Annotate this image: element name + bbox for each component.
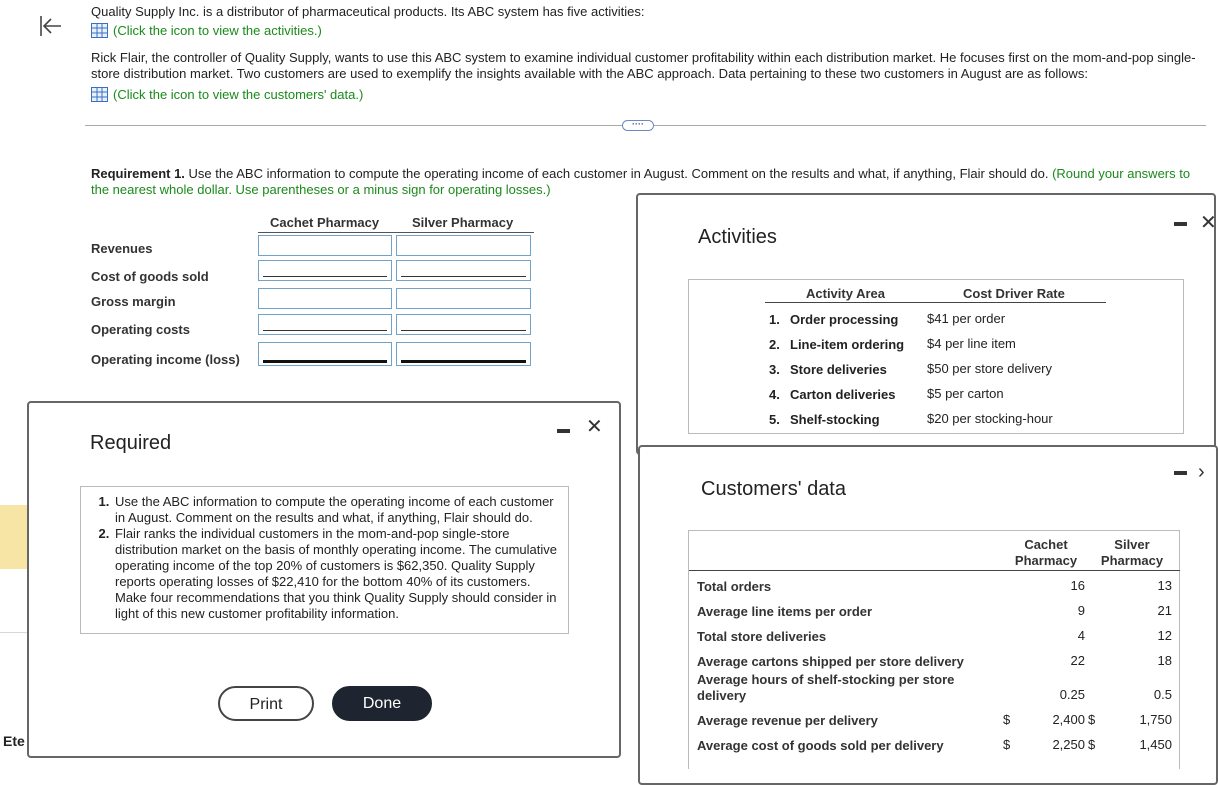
activity-rate: $50 per store delivery — [927, 361, 1053, 376]
col-header-cachet — [1014, 537, 1078, 569]
cachet-value: 22 — [1070, 653, 1085, 668]
activities-link-text[interactable]: (Click the icon to view the activities.) — [113, 23, 322, 38]
cachet-value: 2,250 — [1052, 737, 1085, 752]
close-icon[interactable]: ✕ — [1200, 212, 1217, 234]
minimize-icon[interactable] — [557, 429, 570, 433]
activity-rate: $4 per line item — [927, 336, 1016, 351]
input-operating-costs-cachet[interactable] — [258, 314, 392, 335]
activity-num: 2. — [769, 337, 780, 352]
table-grid-icon[interactable] — [91, 87, 108, 102]
activity-name: Store deliveries — [790, 362, 887, 377]
left-divider — [0, 632, 28, 633]
table-grid-icon[interactable] — [91, 23, 108, 38]
column-header-cachet: Cachet Pharmacy — [270, 215, 380, 230]
column-header-silver: Silver Pharmacy — [412, 215, 514, 230]
collapse-left-icon[interactable] — [36, 12, 64, 40]
row-label: Average line items per order — [697, 604, 873, 619]
currency-symbol: $ — [1088, 712, 1096, 727]
activities-dialog-title: Activities — [698, 226, 777, 248]
done-button[interactable]: Done — [332, 686, 432, 721]
row-label: Average cost of goods sold per delivery — [697, 738, 944, 753]
col-header-silver-line2: Pharmacy — [1100, 553, 1164, 568]
row-label: Average hours of shelf-stocking per store delivery — [697, 672, 955, 703]
activity-name: Line-item ordering — [790, 337, 905, 352]
minimize-icon[interactable] — [1174, 471, 1187, 475]
row-label-operating-costs: Operating costs — [91, 322, 190, 337]
silver-value: 21 — [1157, 603, 1172, 618]
silver-value: 18 — [1157, 653, 1172, 668]
row-label: Total orders — [697, 579, 772, 594]
row-label-revenues: Revenues — [91, 241, 153, 256]
silver-value: 1,750 — [1139, 712, 1172, 727]
currency-symbol: $ — [1088, 737, 1096, 752]
row-label: Average cartons shipped per store delivery — [697, 654, 964, 669]
silver-value: 0.5 — [1153, 687, 1172, 702]
row-label-operating-income: Operating income (loss) — [91, 352, 240, 367]
activity-num: 3. — [769, 362, 780, 377]
left-strip-label: Ete — [3, 733, 25, 749]
input-operating-income-silver[interactable] — [396, 342, 531, 366]
activity-rate: $20 per stocking-hour — [927, 411, 1053, 426]
required-dialog-title: Required — [90, 432, 172, 454]
silver-value: 1,450 — [1139, 737, 1172, 752]
row-label: Total store deliveries — [697, 629, 827, 644]
cachet-value: 2,400 — [1052, 712, 1085, 727]
header-rule — [765, 302, 1106, 303]
expand-more-button[interactable]: ···· — [622, 120, 654, 131]
col-header-silver-line1: Silver — [1114, 537, 1150, 552]
input-revenues-cachet[interactable] — [258, 235, 392, 256]
close-icon[interactable]: ✕ — [586, 416, 603, 438]
required-list-box — [80, 486, 569, 634]
activity-name: Shelf-stocking — [790, 412, 880, 427]
question-highlight — [0, 505, 28, 569]
requirement-label: Requirement 1. — [91, 166, 185, 181]
activities-table — [688, 279, 1184, 434]
input-revenues-silver[interactable] — [396, 235, 531, 256]
col-header-cachet-line2: Pharmacy — [1014, 553, 1078, 568]
cachet-value: 9 — [1077, 603, 1085, 618]
intro-text-1: Quality Supply Inc. is a distributor of pharmaceutical products. Its ABC system has five activities: — [91, 4, 645, 19]
minimize-icon[interactable] — [1174, 222, 1187, 226]
activity-name: Carton deliveries — [790, 387, 896, 402]
activity-rate: $5 per carton — [927, 386, 1004, 401]
customers-link-text[interactable]: (Click the icon to view the customers' data.) — [113, 87, 364, 102]
intro-text-2: Rick Flair, the controller of Quality Supply, wants to use this ABC system to examine individual customer profitability within each distribution market. He focuses first on the mom-and-pop single-store distribution market. Two customers are used to exemplify the insights available with the ABC approach. Data pertaining to these two customers in August are as follows: — [91, 50, 1196, 81]
silver-value: 12 — [1157, 628, 1172, 643]
input-operating-income-cachet[interactable] — [258, 342, 392, 366]
input-cogs-cachet[interactable] — [258, 260, 392, 281]
header-activity-area: Activity Area — [806, 286, 885, 301]
customers-data-table — [688, 530, 1180, 769]
header-rule — [689, 570, 1180, 571]
customers-link[interactable] — [91, 87, 363, 102]
input-cogs-silver[interactable] — [396, 260, 531, 281]
required-item-1: 1. Use the ABC information to compute the operating income of each customer in August. Comment on the results and what, if anything, Flair should do. — [113, 494, 560, 526]
activities-link[interactable] — [91, 23, 322, 38]
chevron-right-icon[interactable]: › — [1198, 461, 1205, 483]
row-label: Average revenue per delivery — [697, 713, 878, 728]
activity-num: 1. — [769, 312, 780, 327]
required-list — [89, 494, 560, 622]
cachet-value: 16 — [1070, 578, 1085, 593]
silver-value: 13 — [1157, 578, 1172, 593]
requirement-hint: (Round your answers to the nearest whole dollar. Use parentheses or a minus sign for operating losses.) — [91, 166, 1191, 197]
activity-name: Order processing — [790, 312, 899, 327]
currency-symbol: $ — [1003, 737, 1011, 752]
cachet-value: 0.25 — [1059, 687, 1085, 702]
input-gross-margin-cachet[interactable] — [258, 288, 392, 309]
header-cost-driver-rate: Cost Driver Rate — [963, 286, 1065, 301]
required-item-2: 2. Flair ranks the individual customers in the mom-and-pop single-store distribution market on the basis of monthly operating income. The cumulative operating income of the top 20% of customers is $62,350. Quality Supply reports operating losses of $22,410 for the bottom 40% of its customers. Make four recommendations that you think Quality Supply should consider in light of this new customer profitability information. — [113, 526, 560, 622]
header-rule — [258, 232, 534, 233]
currency-symbol: $ — [1003, 712, 1011, 727]
row-label-gross-margin: Gross margin — [91, 294, 176, 309]
activity-rate: $41 per order — [927, 311, 1006, 326]
row-label-cogs: Cost of goods sold — [91, 269, 209, 284]
cachet-value: 4 — [1077, 628, 1085, 643]
requirement-body: Use the ABC information to compute the operating income of each customer in August. Comment on the results and what, if anything, Flair should do. — [184, 166, 1049, 181]
activity-num: 5. — [769, 412, 780, 427]
input-gross-margin-silver[interactable] — [396, 288, 531, 309]
activity-num: 4. — [769, 387, 780, 402]
col-header-silver — [1099, 537, 1165, 569]
print-button[interactable]: Print — [218, 686, 314, 721]
customers-dialog-title: Customers' data — [701, 478, 846, 500]
input-operating-costs-silver[interactable] — [396, 314, 531, 335]
col-header-cachet-line1: Cachet — [1024, 537, 1068, 552]
